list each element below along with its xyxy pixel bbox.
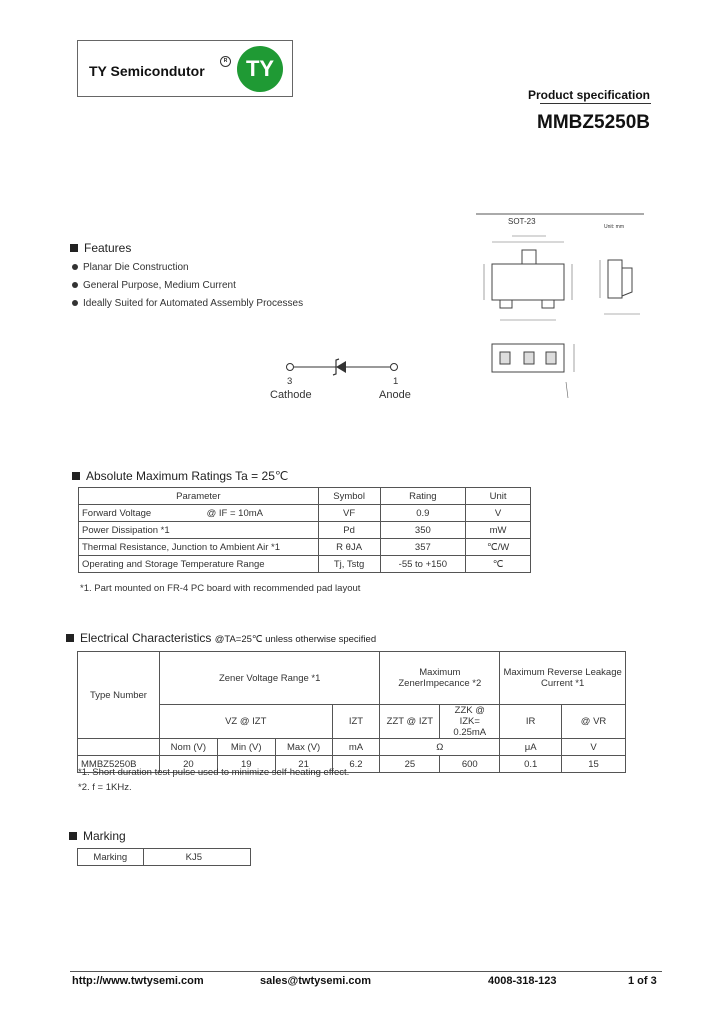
unit-cell: Max (V)	[275, 739, 332, 756]
table-cell: V	[466, 505, 531, 522]
type-number-header: Type Number	[78, 652, 160, 739]
unit-cell: V	[562, 739, 626, 756]
marking-title	[69, 829, 126, 843]
features-title-text: Features	[84, 241, 132, 255]
unit-cell: μA	[500, 739, 562, 756]
elec-note-2: *2. f = 1KHz.	[78, 782, 132, 793]
elec-note-1: *1. Short duration test pulse used to minimize self-heating effect.	[78, 767, 350, 778]
table-cell: 19	[217, 756, 275, 773]
square-bullet-icon	[66, 634, 74, 642]
table-header: Symbol	[318, 488, 380, 505]
package-name: SOT-23	[508, 217, 536, 226]
table-cell: 600	[440, 756, 500, 773]
elec-subtitle: @TA=25℃ unless otherwise specified	[214, 634, 377, 645]
unit-cell: Ω	[380, 739, 500, 756]
pin-anode-number: 1	[393, 376, 399, 387]
table-cell: Forward Voltage @ IF = 10mA	[79, 505, 319, 522]
zzt-header: ZZT @ IZT	[380, 705, 440, 739]
zzk-header: ZZK @ IZK= 0.25mA	[440, 705, 500, 739]
diode-symbol	[284, 358, 402, 376]
table-subheader-row	[78, 705, 626, 739]
table-cell: MMBZ5250B	[78, 756, 160, 773]
zener-range-header: Zener Voltage Range *1	[159, 652, 380, 705]
package-unit: Unit: mm	[604, 224, 624, 230]
unit-cell: Nom (V)	[159, 739, 217, 756]
phone-number: 4008-318-123	[488, 975, 557, 987]
table-cell: 15	[562, 756, 626, 773]
spec-label: Product specification	[527, 88, 650, 102]
feature-item	[72, 280, 236, 291]
table-cell: Pd	[318, 522, 380, 539]
table-cell: 0.9	[380, 505, 466, 522]
table-row	[79, 505, 531, 522]
table-row	[79, 556, 531, 573]
abs-max-note: *1. Part mounted on FR-4 PC board with recommended pad layout	[80, 583, 361, 594]
package-drawing	[476, 212, 644, 402]
page-number: 1 of 3	[628, 975, 657, 987]
table-cell: 357	[380, 539, 466, 556]
table-cell: Thermal Resistance, Junction to Ambient Air *1	[79, 539, 319, 556]
pin-cathode-label: Cathode	[270, 389, 312, 401]
square-bullet-icon	[70, 244, 78, 252]
company-name: TY Semicondutor	[89, 63, 205, 79]
table-cell: 6.2	[332, 756, 380, 773]
abs-max-title	[72, 469, 288, 483]
table-header: Rating	[380, 488, 466, 505]
website-link[interactable]: http://www.twtysemi.com	[72, 975, 204, 987]
abs-max-title-text: Absolute Maximum Ratings Ta = 25℃	[86, 469, 289, 483]
features-title	[70, 241, 131, 255]
feature-text: Ideally Suited for Automated Assembly Processes	[83, 298, 304, 309]
table-cell: 350	[380, 522, 466, 539]
marking-title-text: Marking	[83, 829, 126, 843]
table-cell: Operating and Storage Temperature Range	[79, 556, 319, 573]
elec-title-text: Electrical Characteristics	[80, 631, 212, 645]
square-bullet-icon	[72, 472, 80, 480]
logo-letters: TY	[245, 56, 275, 81]
max-impedance-header: Maximum ZenerImpecance *2	[380, 652, 500, 705]
pin-cathode-number: 3	[287, 376, 293, 387]
table-cell: VF	[318, 505, 380, 522]
unit-cell: Min (V)	[217, 739, 275, 756]
izt-header: IZT	[332, 705, 380, 739]
table-cell: Tj, Tstg	[318, 556, 380, 573]
table-header: Unit	[466, 488, 531, 505]
pin-anode-label: Anode	[379, 389, 411, 401]
table-cell: -55 to +150	[380, 556, 466, 573]
table-cell: 20	[159, 756, 217, 773]
vz-header: VZ @ IZT	[159, 705, 332, 739]
table-cell: 25	[380, 756, 440, 773]
email-link[interactable]: sales@twtysemi.com	[260, 975, 371, 987]
table-cell: ℃/W	[466, 539, 531, 556]
table-row	[79, 539, 531, 556]
abs-max-table	[78, 487, 531, 573]
table-cell: ℃	[466, 556, 531, 573]
marking-table	[77, 848, 251, 866]
table-cell	[78, 739, 160, 756]
square-bullet-icon	[69, 832, 77, 840]
table-row	[79, 522, 531, 539]
bullet-icon	[72, 264, 78, 270]
table-cell: mW	[466, 522, 531, 539]
ir-header: IR	[500, 705, 562, 739]
max-leakage-header: Maximum Reverse Leakage Current *1	[500, 652, 626, 705]
header-rule	[540, 103, 651, 104]
table-row	[78, 849, 251, 866]
part-number: MMBZ5250B	[537, 112, 650, 133]
table-header-row	[79, 488, 531, 505]
table-cell: 0.1	[500, 756, 562, 773]
elec-title	[66, 631, 376, 645]
vr-header: @ VR	[562, 705, 626, 739]
table-cell: 21	[275, 756, 332, 773]
unit-cell: mA	[332, 739, 380, 756]
bullet-icon	[72, 282, 78, 288]
feature-item	[72, 298, 303, 309]
table-units-row	[78, 739, 626, 756]
registered-mark-icon: R	[220, 56, 231, 67]
bullet-icon	[72, 300, 78, 306]
feature-text: General Purpose, Medium Current	[83, 280, 236, 291]
table-cell: Power Dissipation *1	[79, 522, 319, 539]
feature-item	[72, 262, 189, 273]
table-cell: R θJA	[318, 539, 380, 556]
package-outline-svg	[476, 212, 644, 402]
company-logo	[237, 46, 283, 92]
marking-value: KJ5	[143, 849, 250, 866]
elec-table	[77, 651, 626, 773]
footer-rule	[70, 971, 662, 972]
diode-icon	[284, 358, 402, 376]
table-header: Parameter	[79, 488, 319, 505]
feature-text: Planar Die Construction	[83, 262, 189, 273]
marking-label: Marking	[78, 849, 144, 866]
